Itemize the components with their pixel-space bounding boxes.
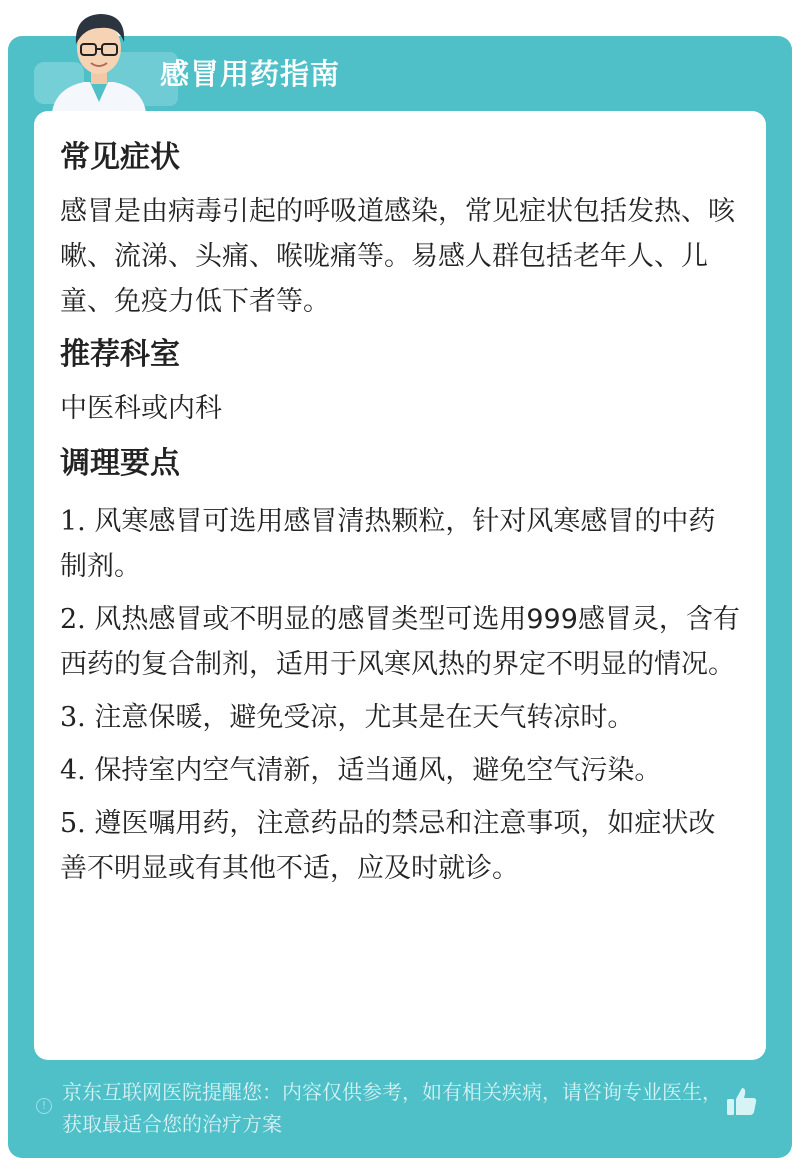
care-tip (60, 748, 740, 793)
disclaimer-text: 京东互联网医院提醒您：内容仅供参考，如有相关疾病，请咨询专业医生，获取最适合您的治疗方案 (62, 1080, 722, 1136)
info-icon: ! (36, 1098, 52, 1114)
tip-number: 5. (60, 808, 86, 839)
care-tip (60, 695, 740, 740)
tip-number: 3. (60, 702, 86, 733)
section-title-care: 调理要点 (60, 446, 180, 481)
doctor-avatar (44, 2, 154, 112)
tip-text: 遵医嘱用药，注意药品的禁忌和注意事项，如症状改善不明显或有其他不适，应及时就诊。 (60, 808, 716, 884)
care-tip (60, 499, 740, 589)
tip-number: 2. (60, 604, 86, 635)
page-title: 感冒用药指南 (160, 57, 341, 91)
section-title-symptoms: 常见症状 (60, 140, 180, 175)
care-tip (60, 597, 740, 687)
thumbs-up-icon[interactable] (724, 1084, 760, 1120)
section-title-department: 推荐科室 (60, 337, 180, 372)
tip-number: 1. (60, 506, 86, 537)
tip-text: 注意保暖，避免受凉，尤其是在天气转凉时。 (94, 702, 635, 733)
tip-text: 保持室内空气清新，适当通风，避免空气污染。 (94, 755, 662, 786)
symptoms-text: 感冒是由病毒引起的呼吸道感染，常见症状包括发热、咳嗽、流涕、头痛、喉咙痛等。易感人群包括老年人、儿童、免疫力低下者等。 (60, 196, 735, 317)
tip-text: 风寒感冒可选用感冒清热颗粒，针对风寒感冒的中药制剂。 (60, 506, 716, 582)
department-text: 中医科或内科 (60, 393, 222, 424)
tip-text: 风热感冒或不明显的感冒类型可选用999感冒灵，含有西药的复合制剂，适用于风寒风热的界定不明显的情况。 (60, 604, 740, 680)
care-tip (60, 801, 740, 891)
tip-number: 4. (60, 755, 86, 786)
content-panel (34, 111, 766, 1060)
